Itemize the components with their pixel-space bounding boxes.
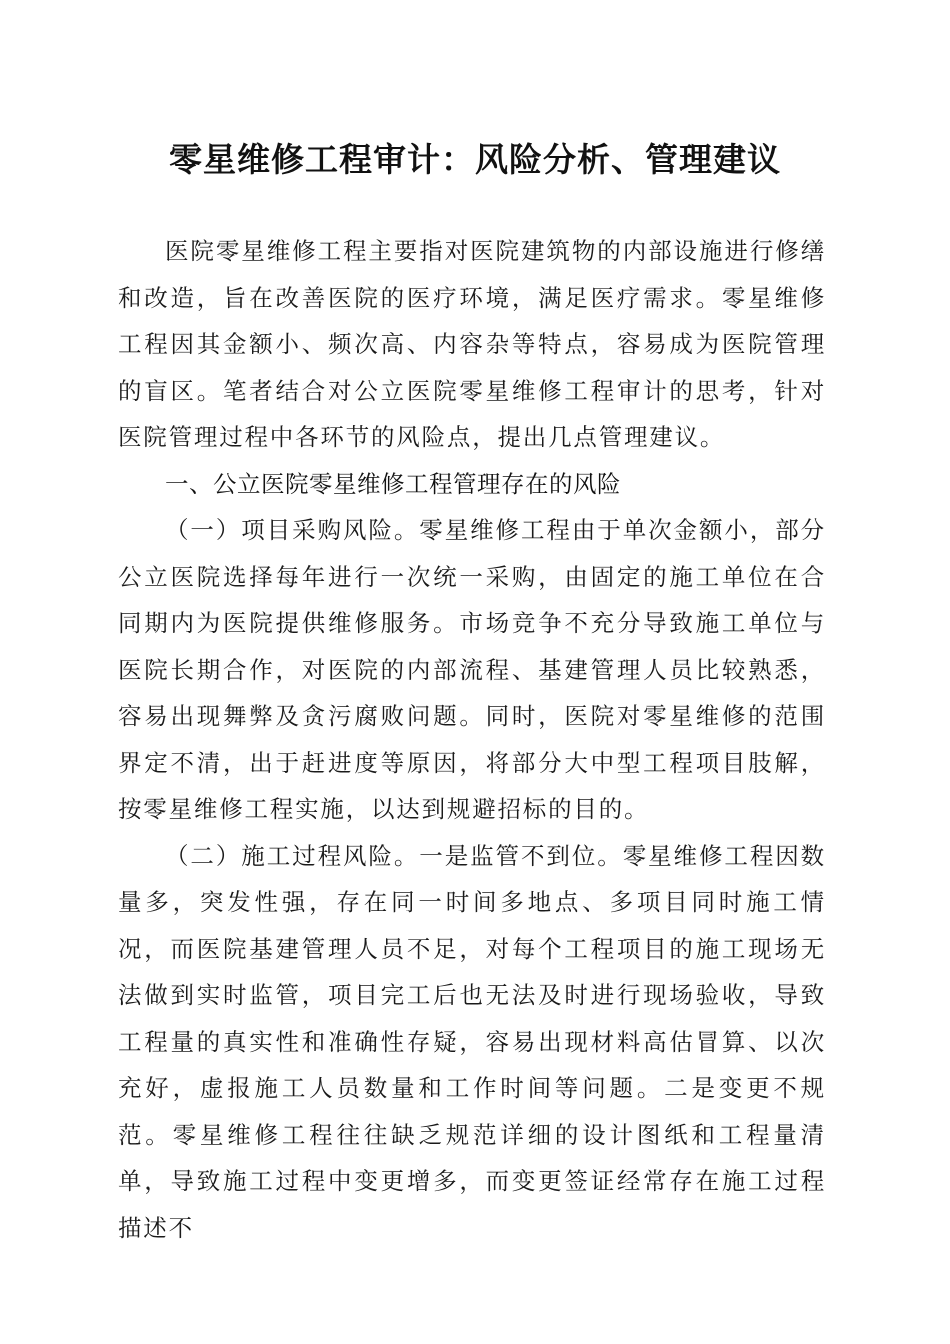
page-title: 零星维修工程审计：风险分析、管理建议 [169,140,781,179]
section-heading: 一、公立医院零星维修工程管理存在的风险 [165,469,621,498]
construction-risk-paragraph: （二）施工过程风险。一是监管不到位。零星维修工程因数量多，突发性强，存在同一时间多地点、多项目同时施工情况，而医院基建管理人员不足，对每个工程项目的施工现场无法做到实时监管，项目完工后也无法及时进行现场验收，导致工程量的真实性和准确性存疑，容易出现材料高估冒算、以次充好，虚报施工人员数量和工作时间等问题。二是变更不规范。零星维修工程往往缺乏规范详细的设计图纸和工程量清单，导致施工过程中变更增多，而变更签证经常存在施工过程描述不 [118,841,826,1242]
document-body [118,228,826,1251]
intro-paragraph: 医院零星维修工程主要指对医院建筑物的内部设施进行修缮和改造，旨在改善医院的医疗环境，满足医疗需求。零星维修工程因其金额小、频次高、内容杂等特点，容易成为医院管理的盲区。笔者结合对公立医院零星维修工程审计的思考，针对医院管理过程中各环节的风险点，提出几点管理建议。 [118,237,826,451]
procurement-risk-paragraph: （一）项目采购风险。零星维修工程由于单次金额小，部分公立医院选择每年进行一次统一采购，由固定的施工单位在合同期内为医院提供维修服务。市场竞争不充分导致施工单位与医院长期合作，对医院的内部流程、基建管理人员比较熟悉，容易出现舞弊及贪污腐败问题。同时，医院对零星维修的范围界定不清，出于赶进度等原因，将部分大中型工程项目肢解，按零星维修工程实施，以达到规避招标的目的。 [118,516,826,823]
